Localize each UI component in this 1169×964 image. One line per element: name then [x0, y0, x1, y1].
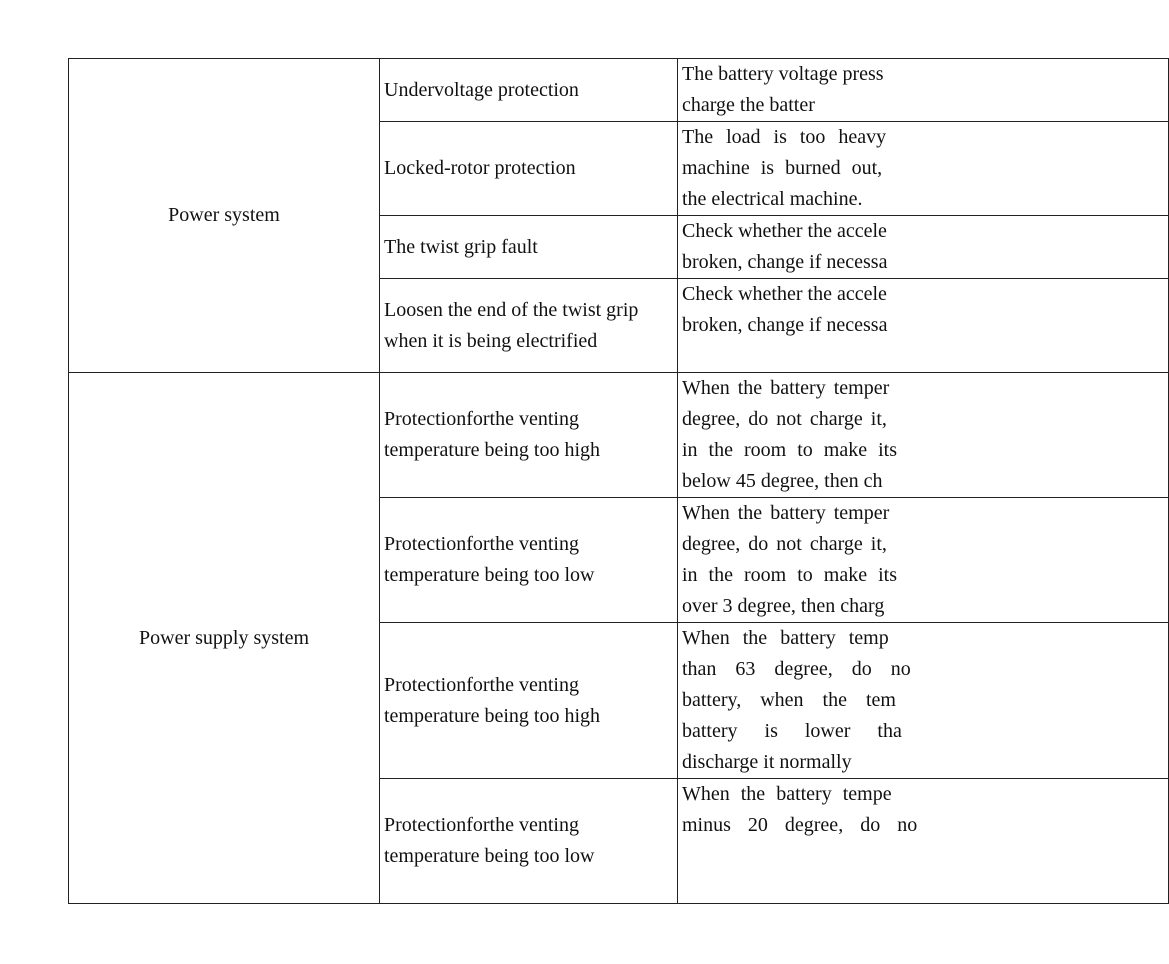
table-row — [69, 59, 1169, 122]
table-viewport — [68, 58, 919, 867]
solution-cell — [678, 373, 1169, 498]
fault-cell: Undervoltage protection — [380, 59, 678, 122]
solution-line: When the battery temper — [682, 377, 890, 399]
solution-line: below 45 degree, then ch — [682, 470, 883, 492]
solution-line: the electrical machine. — [682, 188, 863, 210]
fault-cell: The twist grip fault — [380, 216, 678, 279]
solution-line: When the battery tempe — [682, 783, 892, 805]
solution-line: charge the batter — [682, 94, 815, 116]
solution-cell — [678, 279, 1169, 373]
solution-line: minus 20 degree, do no — [682, 814, 918, 836]
solution-line: The battery voltage press — [682, 63, 884, 85]
solution-line: degree, do not charge it, — [682, 408, 887, 430]
solution-cell — [678, 498, 1169, 623]
fault-table — [68, 58, 1169, 904]
system-cell-power: Power system — [69, 59, 380, 373]
solution-line: When the battery temper — [682, 502, 890, 524]
solution-line: Check whether the accele — [682, 220, 887, 242]
solution-line: than 63 degree, do no — [682, 658, 911, 680]
solution-cell — [678, 59, 1169, 122]
fault-cell: Protectionforthe venting temperature being too high — [380, 623, 678, 779]
fault-cell: Protectionforthe venting temperature being too low — [380, 498, 678, 623]
solution-line: in the room to make its — [682, 439, 897, 461]
table-row — [69, 373, 1169, 498]
solution-cell — [678, 122, 1169, 216]
solution-line: degree, do not charge it, — [682, 533, 887, 555]
fault-cell: Protectionforthe venting temperature being too low — [380, 779, 678, 904]
fault-cell: Protectionforthe venting temperature being too high — [380, 373, 678, 498]
fault-cell: Loosen the end of the twist grip when it is being electrified — [380, 279, 678, 373]
solution-line: machine is burned out, — [682, 157, 883, 179]
solution-line: battery, when the tem — [682, 689, 896, 711]
solution-line: broken, change if necessa — [682, 251, 888, 273]
system-cell-power-supply: Power supply system — [69, 373, 380, 904]
solution-line: in the room to make its — [682, 564, 897, 586]
solution-line: The load is too heavy — [682, 126, 887, 148]
solution-line: Check whether the accele — [682, 283, 887, 305]
solution-cell — [678, 779, 1169, 904]
solution-cell — [678, 216, 1169, 279]
solution-line: over 3 degree, then charg — [682, 595, 885, 617]
fault-cell: Locked-rotor protection — [380, 122, 678, 216]
solution-line: broken, change if necessa — [682, 314, 888, 336]
solution-line: When the battery temp — [682, 627, 889, 649]
solution-line: battery is lower tha — [682, 720, 902, 742]
solution-line: discharge it normally — [682, 751, 852, 773]
solution-cell — [678, 623, 1169, 779]
